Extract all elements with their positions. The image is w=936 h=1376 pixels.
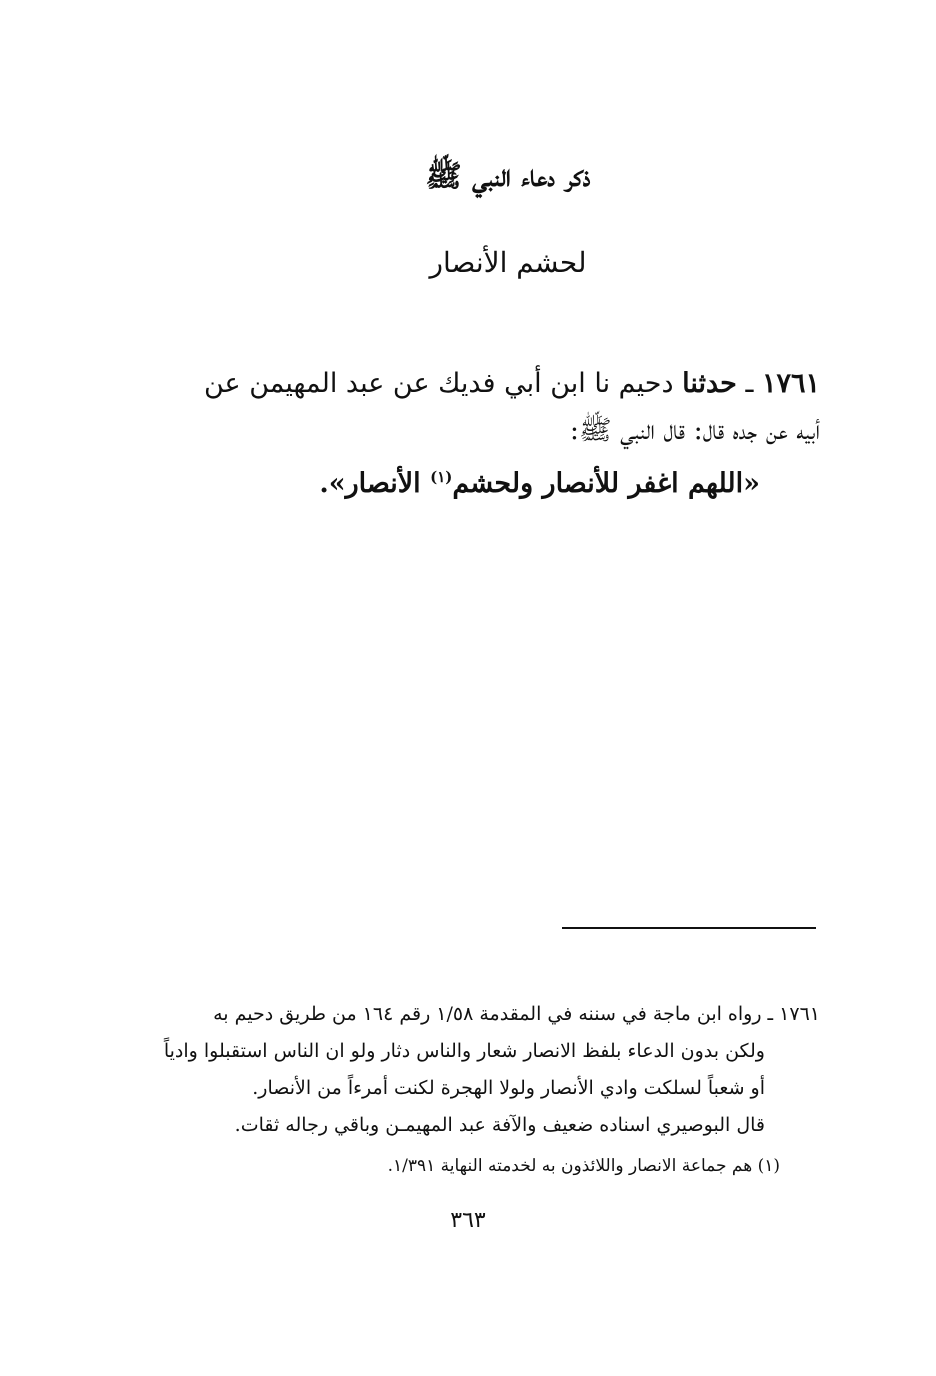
page-subtitle: لحشم الأنصار <box>429 246 587 279</box>
hadith-text <box>140 360 820 507</box>
page-title: ذكر دعاء النبي ﷺ <box>425 159 591 194</box>
footnote-note-1: (١) هم جماعة الانصار واللائذون به لخدمته النهاية ١/٣٩١. <box>387 1156 780 1176</box>
hadith-line-2: أبيه عن جده قال: قال النبي ﷺ: <box>569 415 820 446</box>
footnote-divider <box>562 927 816 929</box>
hadith-number: ١٧٦١ <box>761 368 820 399</box>
hadith-chain: دحيم نا ابن أبي فديك عن عبد المهيمن عن <box>203 368 674 399</box>
footnotes <box>130 996 820 1185</box>
footnote-line-1: ١٧٦١ ـ رواه ابن ماجة في سننه في المقدمة ١/٥٨ رقم ١٦٤ من طريق دحيم به <box>213 1003 820 1025</box>
hadith-dash: ـ <box>745 368 754 399</box>
page-number: ٣٦٣ <box>450 1208 486 1233</box>
footnote-line-2: ولكن بدون الدعاء بلفظ الانصار شعار والناس دثار ولو ان الناس استقبلوا وادياً <box>163 1040 765 1062</box>
hadith-line-3 <box>140 454 820 507</box>
footnote-ref: (١) <box>430 468 453 486</box>
footnote-line-4: قال البوصيري اسناده ضعيف والآفة عبد المهيمـن وباقي رجاله ثقات. <box>234 1114 765 1136</box>
hadith-quote-start: «اللهم اغفر للأنصار ولحشم <box>452 468 760 499</box>
footnote-line-3: أو شعباً لسلكت وادي الأنصار ولولا الهجرة لكنت أمرءاً من الأنصار. <box>252 1077 765 1099</box>
hadith-lead: حدثنا <box>682 368 737 399</box>
hadith-line-1 <box>140 360 820 407</box>
hadith-quote-end: الأنصار». <box>319 468 421 499</box>
